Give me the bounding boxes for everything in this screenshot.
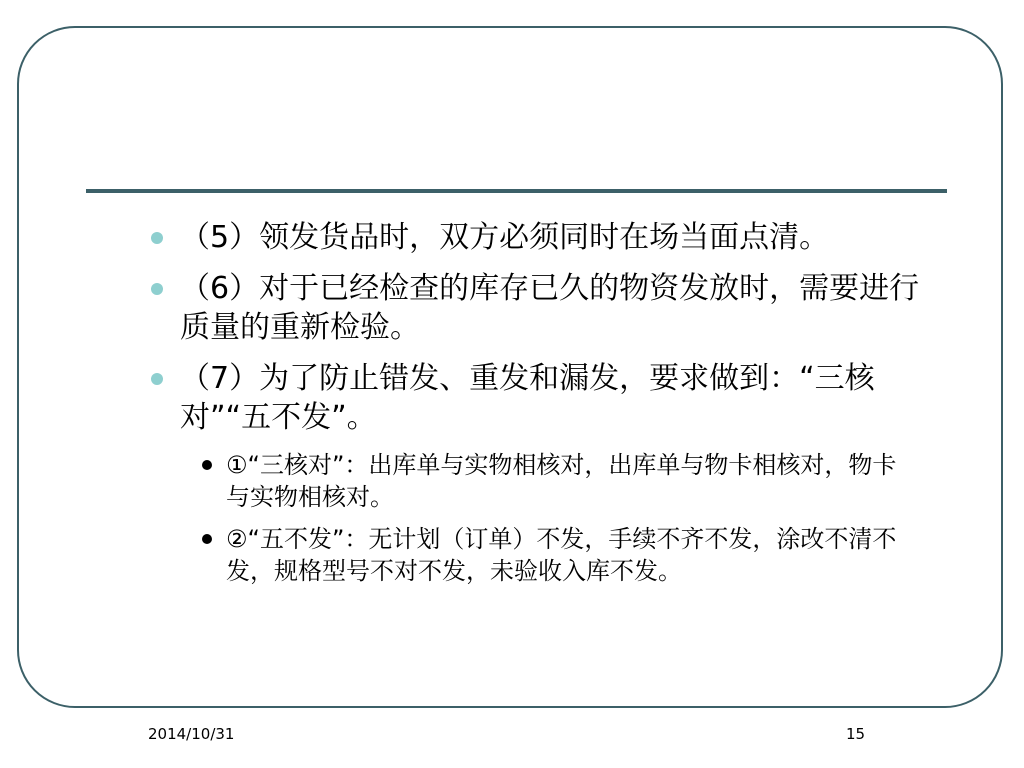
bullet-item-text: （6）对于已经检查的库存已久的物资发放时，需要进行质量的重新检验。 <box>180 271 920 345</box>
sub-bullet-text: ②“五不发”：无计划（订单）不发，手续不齐不发，涂改不清不发，规格型号不对不发，未验收入库不发。 <box>226 525 897 585</box>
bullet-item-7 <box>148 359 938 437</box>
bullet-dot-icon <box>151 373 163 385</box>
bullet-item-5 <box>148 218 938 257</box>
title-divider-rule <box>86 189 947 193</box>
slide-content <box>148 218 938 597</box>
sub-bullet-dot-icon <box>202 534 212 544</box>
footer-date: 2014/10/31 <box>148 725 235 743</box>
footer-page-number: 15 <box>846 725 866 743</box>
bullet-dot-icon <box>151 283 163 295</box>
sub-bullet-five-nots <box>200 523 916 587</box>
bullet-dot-icon <box>151 232 163 244</box>
sub-bullet-three-checks <box>200 449 916 513</box>
bullet-item-text: （7）为了防止错发、重发和漏发，要求做到：“三核对”“五不发”。 <box>180 361 875 435</box>
sub-bullet-dot-icon <box>202 460 212 470</box>
sub-bullet-text: ①“三核对”：出库单与实物相核对，出库单与物卡相核对，物卡与实物相核对。 <box>226 451 897 511</box>
bullet-item-6 <box>148 269 938 347</box>
bullet-item-text: （5）领发货品时，双方必须同时在场当面点清。 <box>180 220 830 255</box>
